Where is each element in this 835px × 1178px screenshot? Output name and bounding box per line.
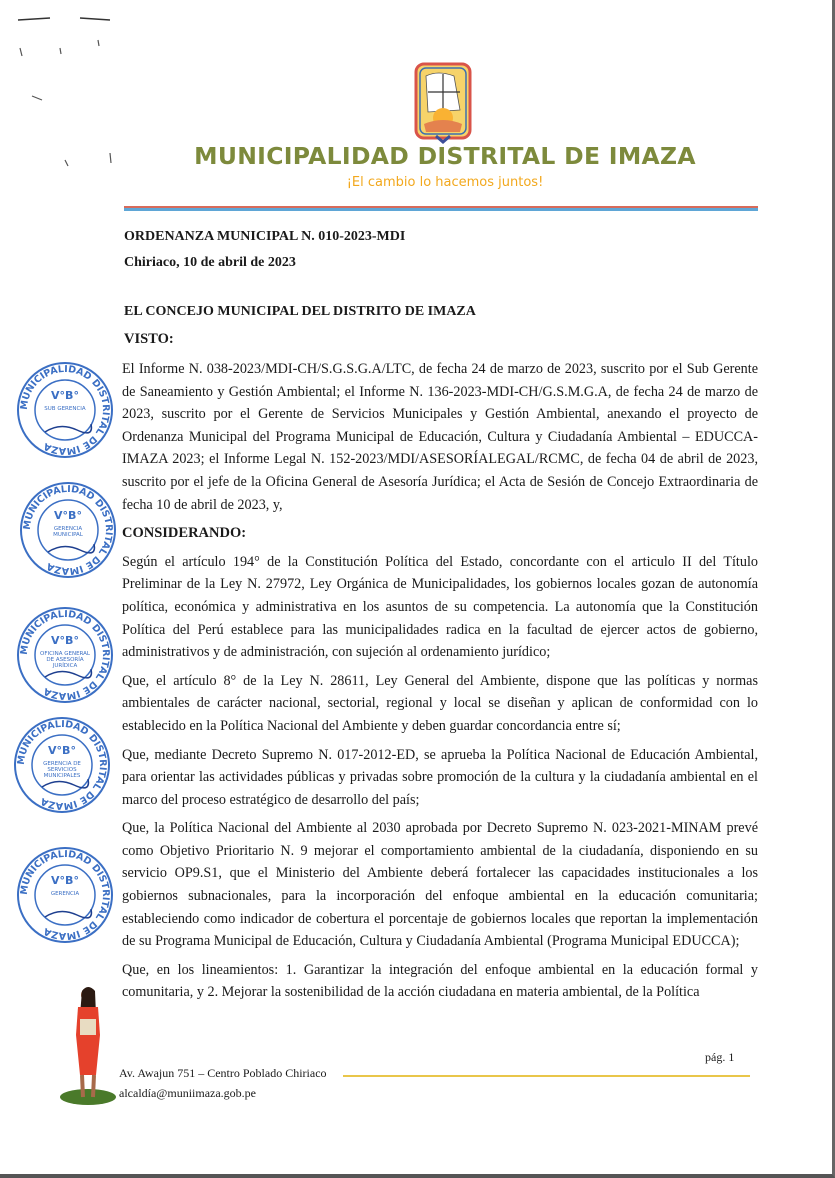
paragraph: Que, la Política Nacional del Ambiente al 2030 aprobada por Decreto Supremo N. 023-2021-MINAM prevé como Objetivo Prioritario N. 9 mejorar el comportamiento ambiental de la ciudadanía, disponiendo en su servicio OP9.S1, que el Ministerio del Ambiente deberá fortalecer las capacidades institucionales a los gobiernos subnacionales, para la incorporación del enfoque ambiental en la educación comunitaria; estableciendo como indicador de cobertura el porcentaje de gobiernos locales que reportan la implementación de su Programa Municipal de Educación, Cultura y Ciudadanía Ambiental (Programa Municipal EDUCCA); (122, 820, 758, 950)
paragraph: Que, mediante Decreto Supremo N. 017-2012-ED, se aprueba la Política Nacional de Educación Ambiental, para orientar las actividades públicas y privadas sobre promoción de la cultura y la ciudadanía ambiental en el marco del proceso estratégico de desarrollo del país; (122, 746, 758, 808)
footer-divider (343, 1075, 750, 1077)
visto-paragraph: El Informe N. 038-2023/MDI-CH/S.G.S.G.A/LTC, de fecha 24 de marzo de 2023, suscrito por el Sub Gerente de Saneamiento y Gestión Ambiental; el Informe N. 136-2023-MDI-CH/G.S.M.G.A, de fecha 24 de marzo de 2023, suscrito por el Gerente de Servicios Municipales y Gestión Ambiental, anexando el proyecto de Ordenanza Municipal del Programa Municipal de Educación, Cultura y Ciudadanía Ambiental – EDUCCA-IMAZA 2023; el Informe Legal N. 152-2023/MDI/ASESORÍALEGAL/RCMC, de fecha 04 de abril de 2023, suscrito por el jefe de la Oficina General de Asesoría Jurídica; el Acta de Sesión de Concejo Extraordinaria de fecha 10 de abril de 2023, y, (122, 361, 758, 513)
stamp-vb: V°B° (54, 509, 82, 522)
municipal-crest-logo (414, 62, 472, 144)
visto-heading: VISTO: (124, 331, 174, 347)
woman-illustration (58, 985, 118, 1110)
approval-stamp (15, 605, 115, 705)
approval-stamp (15, 360, 115, 460)
stamp-office: OFICINA GENERAL DE ASESORÍA JURÍDICA (40, 651, 90, 670)
stamp-office: GERENCIA MUNICIPAL (53, 526, 83, 539)
institution-slogan: ¡El cambio lo hacemos juntos! (346, 175, 544, 190)
stamp-office: GERENCIA (50, 891, 80, 897)
place-date: Chiriaco, 10 de abril de 2023 (124, 255, 296, 270)
stamp-ring-text: MUNICIPALIDAD DISTRITAL DE IMAZA (18, 608, 112, 702)
stamp-ring-text: MUNICIPALIDAD DISTRITAL DE IMAZA (18, 848, 112, 942)
council-heading: EL CONCEJO MUNICIPAL DEL DISTRITO DE IMAZA (124, 304, 476, 319)
stamp-ring-text: MUNICIPALIDAD DISTRITAL DE IMAZA (15, 718, 109, 812)
stamp-office: SUB GERENCIA (44, 406, 86, 412)
stamp-ring-text: MUNICIPALIDAD DISTRITAL DE IMAZA (21, 483, 115, 577)
stamp-vb: V°B° (48, 744, 76, 757)
paragraph: Que, en los lineamientos: 1. Garantizar la integración del enfoque ambiental en la educación formal y comunitaria, y 2. Mejorar la sostenibilidad de la acción ciudadana en materia ambiental, de la Política (122, 961, 758, 1001)
approval-stamp (12, 715, 112, 815)
approval-stamp (18, 480, 118, 580)
institution-title: MUNICIPALIDAD DISTRITAL DE IMAZA (194, 142, 696, 170)
document-body (122, 358, 758, 1010)
stamp-ring-text: MUNICIPALIDAD DISTRITAL DE IMAZA (18, 363, 112, 457)
paragraph: Que, el artículo 8° de la Ley N. 28611, Ley General del Ambiente, dispone que las políticas y normas ambientales de carácter nacional, sectorial, regional y local se diseñan y aplican de conformidad con lo establecido en la Política Nacional del Ambiente y deben guardar concordancia entre sí; (122, 672, 758, 734)
footer-email[interactable]: alcaldía@muniimaza.gob.pe (119, 1086, 256, 1100)
considerando-heading: CONSIDERANDO: (122, 525, 247, 542)
approval-stamp (15, 845, 115, 945)
ordinance-number: ORDENANZA MUNICIPAL N. 010-2023-MDI (124, 229, 406, 244)
stamp-vb: V°B° (51, 389, 79, 402)
paragraph: Según el artículo 194° de la Constitución Política del Estado, concordante con el articulo II del Título Preliminar de la Ley N. 27972, Ley Orgánica de Municipalidades, los gobiernos locales gozan de autonomía política, económica y administrativa en los asuntos de su competencia. La autonomía que la Constitución Política del Perú establece para las municipalidades radica en la facultad de ejercer actos de gobierno, administrativos y de administración, con sujeción al ordenamiento jurídico; (122, 553, 758, 661)
page-number: pág. 1 (705, 1050, 735, 1064)
footer-address: Av. Awajun 751 – Centro Poblado Chiriaco (119, 1066, 327, 1080)
header-divider (124, 206, 758, 211)
stamp-office: GERENCIA DE SERVICIOS MUNICIPALES (43, 761, 81, 780)
stamp-vb: V°B° (51, 634, 79, 647)
stamp-vb: V°B° (51, 874, 79, 887)
